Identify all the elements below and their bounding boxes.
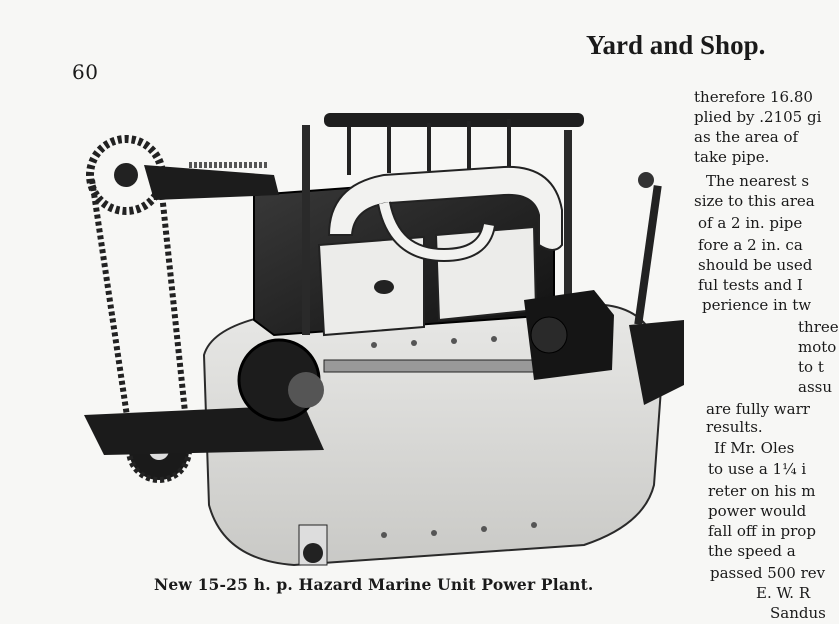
engine-drawing [84, 105, 684, 575]
column-line: are fully warr [706, 400, 810, 418]
column-line: power would [708, 502, 807, 520]
column-line: should be used [698, 256, 813, 274]
column-line: to use a 1¼ i [708, 460, 807, 478]
page-number: 60 [72, 60, 99, 84]
column-line: of a 2 in. pipe [698, 214, 803, 232]
column-line: The nearest s [706, 172, 810, 190]
running-head: Yard and Shop. [586, 30, 766, 60]
column-line: therefore 16.80 [694, 88, 813, 106]
engine-illustration [84, 105, 684, 575]
column-line: fall off in prop [708, 522, 816, 540]
column-line: perience in tw [702, 296, 812, 314]
signature-line: Sandus [770, 604, 826, 622]
column-line: plied by .2105 gi [694, 108, 822, 126]
drive-shaft [324, 360, 539, 372]
column-line: passed 500 rev [710, 564, 826, 582]
column-line: assu [798, 378, 832, 396]
column-line: size to this area [694, 192, 815, 210]
figure-caption: New 15-25 h. p. Hazard Marine Unit Power Plant. [154, 575, 594, 594]
column-line: the speed a [708, 542, 796, 560]
column-line: three [798, 318, 839, 336]
column-line: fore a 2 in. ca [698, 236, 803, 254]
column-line: as the area of [694, 128, 799, 146]
intake-rail [324, 113, 584, 127]
column-line: reter on his m [708, 482, 816, 500]
column-line: moto [798, 338, 837, 356]
signature-line: E. W. R [756, 584, 811, 602]
column-line: take pipe. [694, 148, 770, 166]
article-column [694, 87, 839, 624]
column-line: If Mr. Oles [714, 439, 795, 457]
spark-plugs [349, 119, 509, 175]
column-line: results. [706, 418, 763, 436]
column-line: ful tests and I [698, 276, 803, 294]
column-line: to t [798, 358, 824, 376]
